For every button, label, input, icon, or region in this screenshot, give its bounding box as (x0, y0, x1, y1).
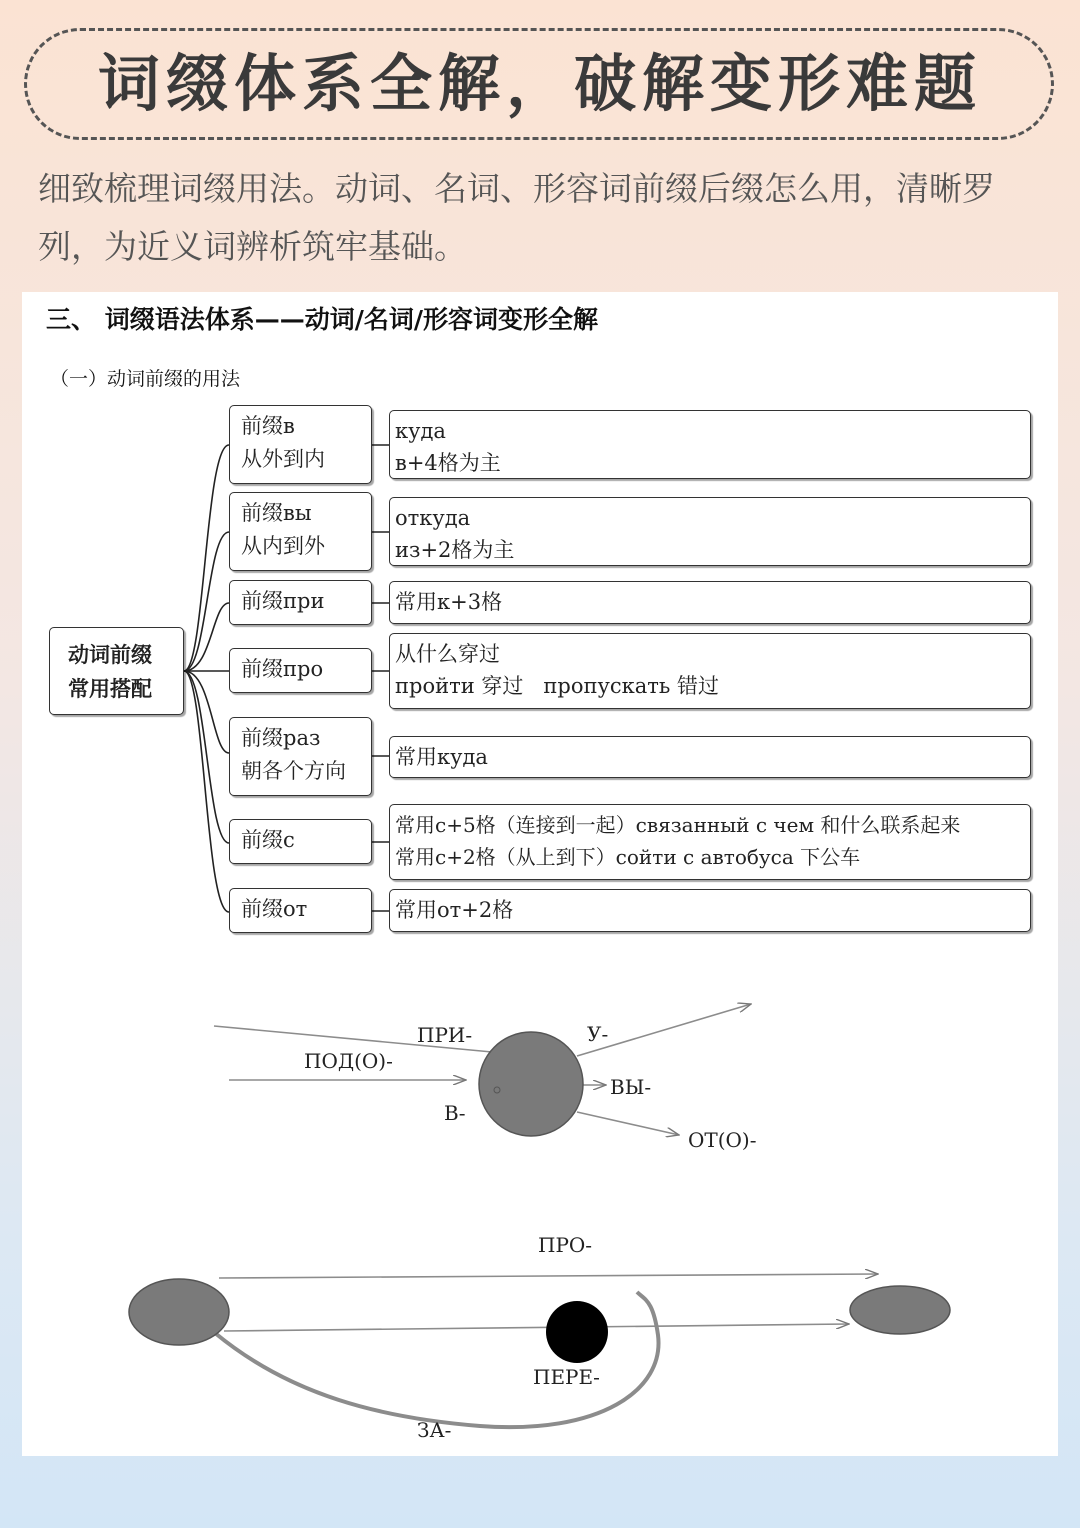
desc-line: в+4格为主 (395, 451, 501, 475)
prefix-label: 前缀от (241, 897, 308, 921)
desc-line: 常用к+3格 (395, 590, 503, 614)
label-v: В- (444, 1101, 466, 1125)
prefix-label: 前缀в (241, 414, 295, 438)
label-pod: ПОД(О)- (304, 1049, 393, 1073)
prefix-meaning: 朝各个方向 (241, 759, 346, 783)
label-ot: ОТ(О)- (688, 1128, 757, 1152)
section-title: 三、 词缀语法体系——动词/名词/形容词变形全解 (46, 305, 598, 334)
desc-line: 常用с+2格（从上到下）сойти с автобуса 下公车 (395, 845, 861, 869)
label-pere: ПЕРЕ- (533, 1365, 600, 1389)
desc-line: 从什么穿过 (395, 642, 500, 666)
desc-line: пройти 穿过 пропускать 错过 (395, 674, 719, 698)
end-ellipse (850, 1286, 950, 1334)
prefix-meaning: 从内到外 (241, 534, 325, 558)
arrow-pere (224, 1324, 849, 1331)
prefix-label: 前缀про (241, 657, 324, 681)
desc-line: 常用с+5格（连接到一起）связанный с чем 和什么联系起来 (395, 813, 961, 837)
page-title: 词缀体系全解，破解变形难题 (97, 47, 982, 120)
label-pri: ПРИ- (417, 1023, 473, 1047)
prefix-meaning: 从外到内 (241, 447, 325, 471)
prefix-label: 前缀с (241, 828, 295, 852)
intro-text: 细致梳理词缀用法。动词、名词、形容词前缀后缀怎么用，清晰罗列，为近义词辨析筑牢基础。 (38, 169, 995, 266)
desc-line: 常用куда (395, 745, 488, 769)
root-line-2: 常用搭配 (68, 677, 152, 701)
desc-line: из+2格为主 (395, 538, 515, 562)
prefix-label: 前缀раз (241, 726, 321, 750)
obstacle-dot (546, 1301, 608, 1363)
label-u: У- (587, 1022, 609, 1046)
prefix-label: 前缀при (241, 589, 325, 613)
desc-line: 常用от+2格 (395, 898, 514, 922)
desc-line: куда (395, 419, 446, 443)
prefix-label: 前缀вы (241, 501, 312, 525)
subsection-title: （一）动词前缀的用法 (50, 368, 241, 390)
label-pro: ПРО- (538, 1233, 593, 1257)
label-za: ЗА- (417, 1418, 452, 1442)
start-ellipse (129, 1279, 229, 1345)
label-vy: ВЫ- (610, 1075, 652, 1099)
arrow-pro (219, 1274, 878, 1278)
desc-line: откуда (395, 506, 471, 530)
root-line-1: 动词前缀 (68, 643, 152, 667)
